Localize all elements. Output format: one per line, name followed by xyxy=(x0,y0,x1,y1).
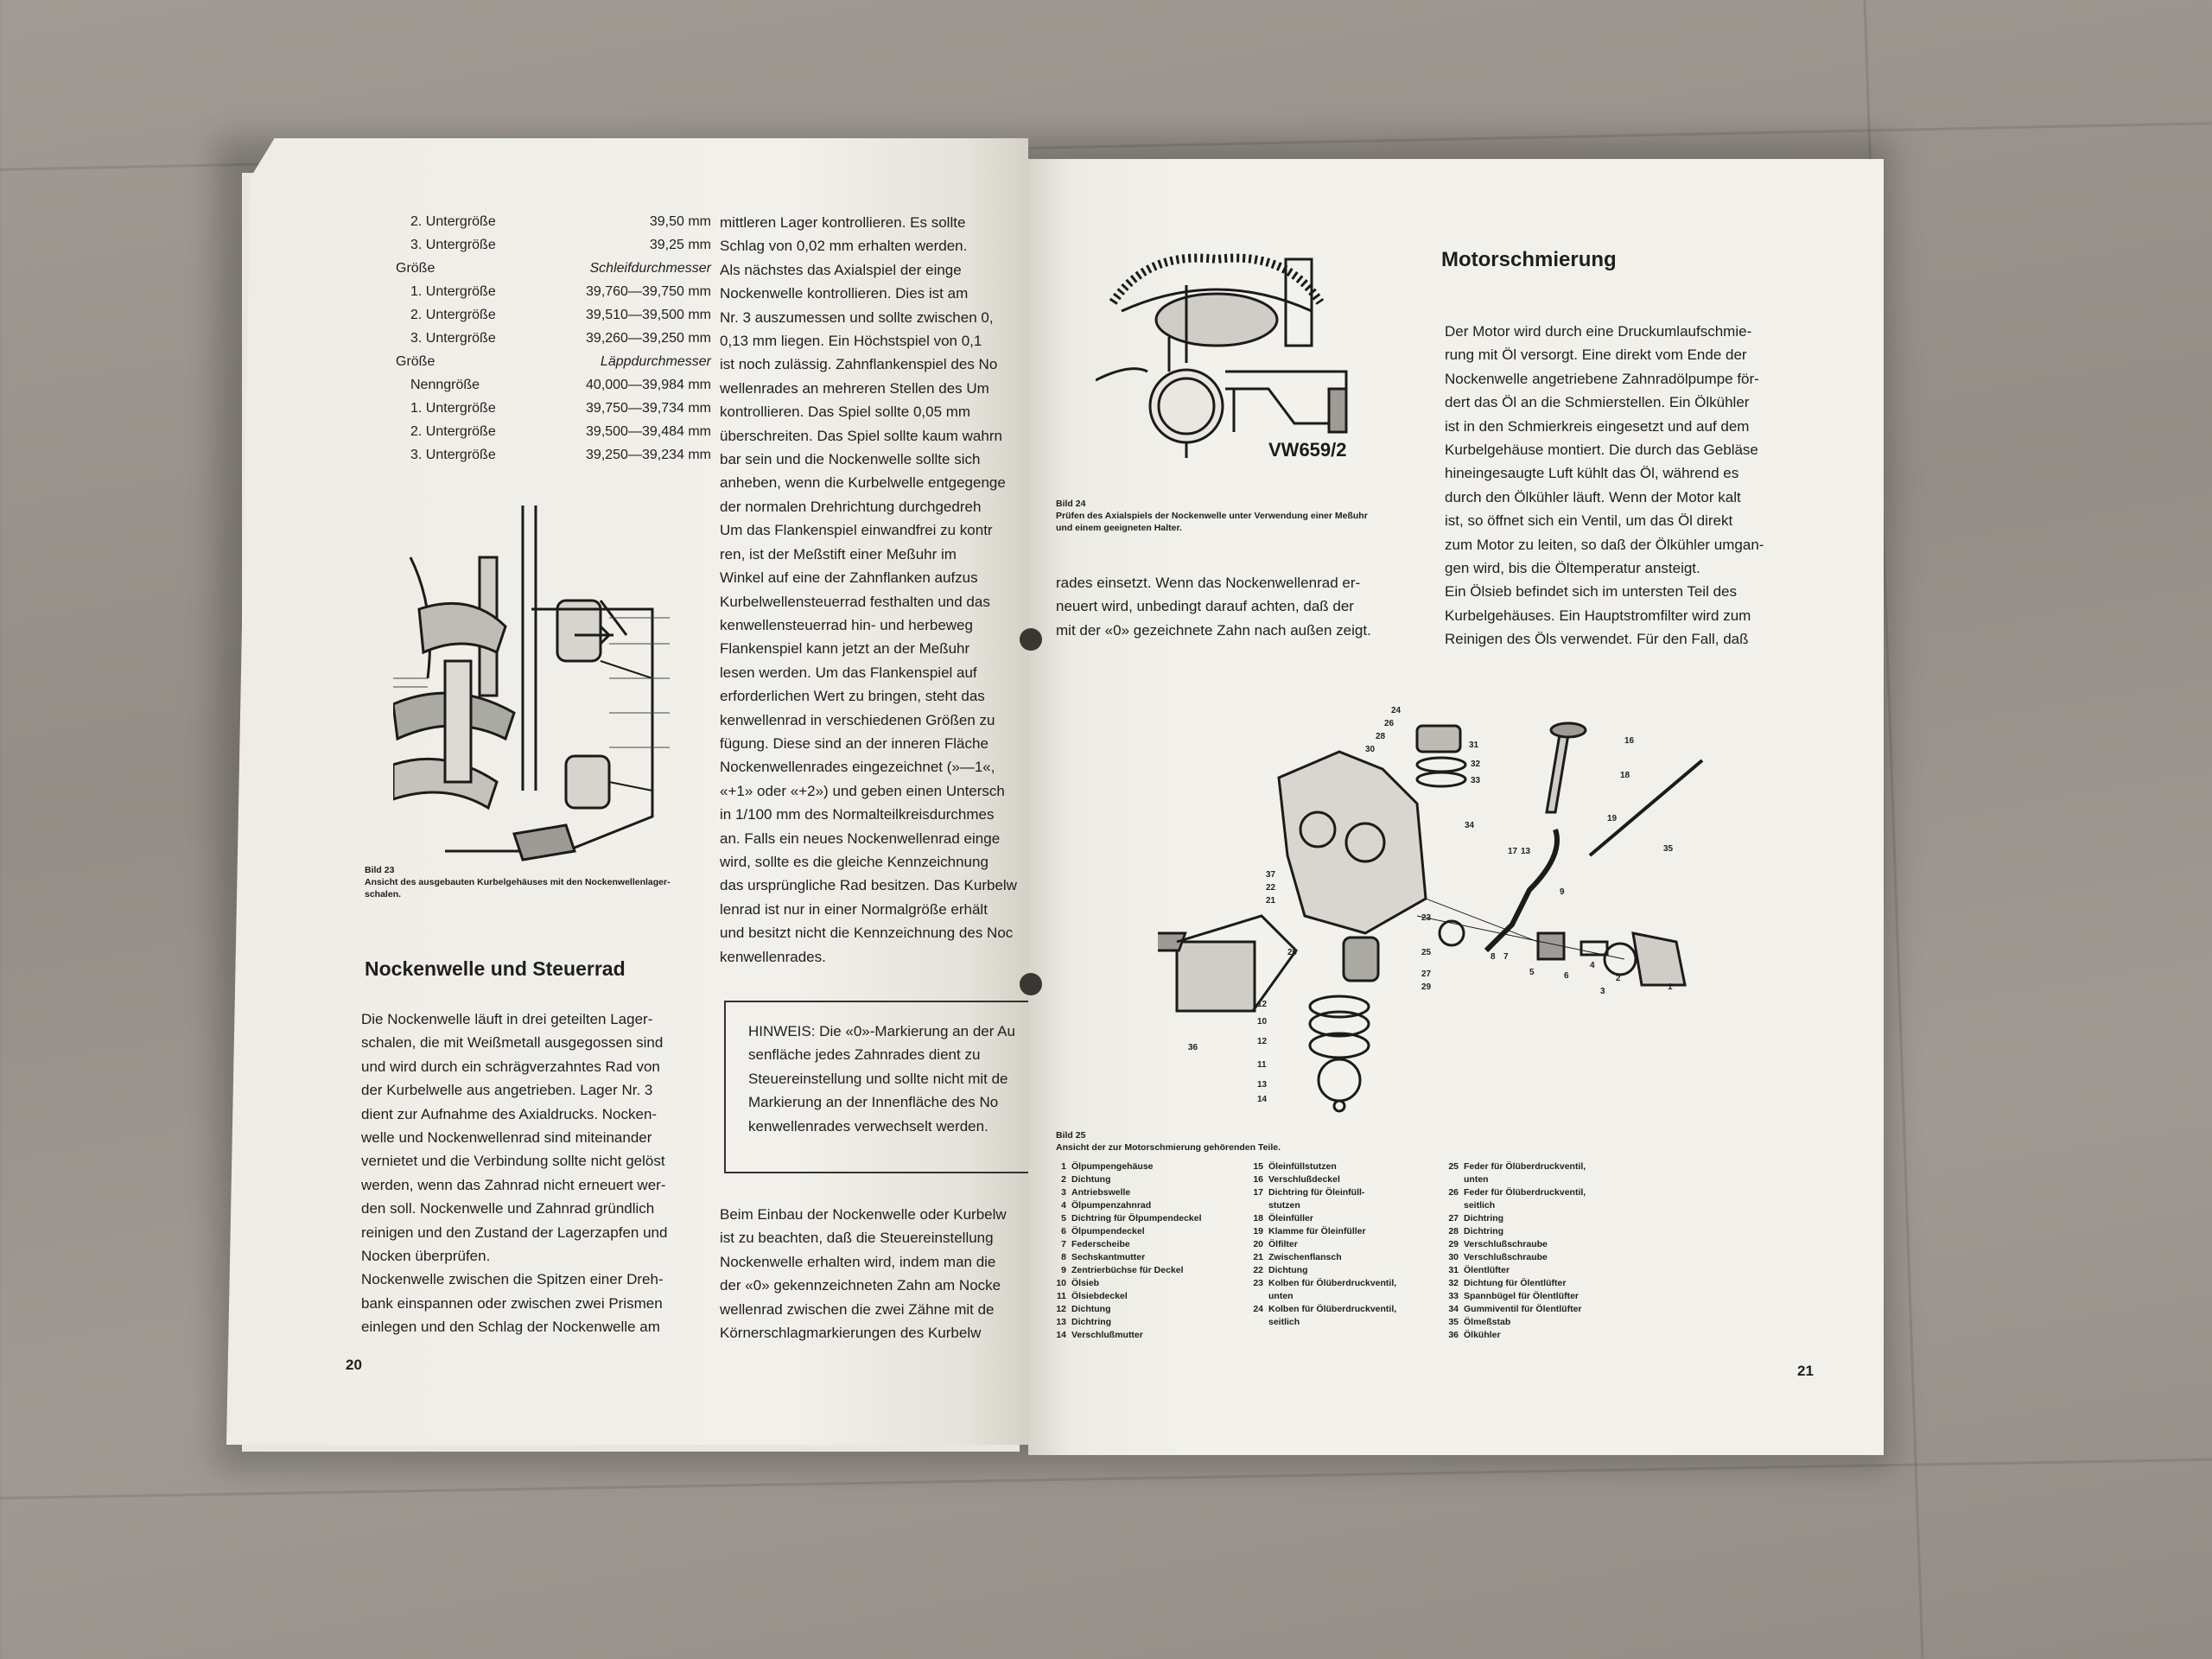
text-line: Winkel auf eine der Zahnflanken aufzus xyxy=(720,569,978,587)
legend-number: 27 xyxy=(1448,1213,1459,1224)
legend-number xyxy=(1244,1199,1263,1212)
legend-text: Dichtring xyxy=(1464,1213,1504,1224)
diagram-part-number: 36 xyxy=(1188,1043,1198,1052)
text-line: Schlag von 0,02 mm erhalten werden. xyxy=(720,238,968,255)
legend-text: Dichtring für Ölpumpendeckel xyxy=(1071,1213,1202,1224)
diagram-part-number: 12 xyxy=(1257,1037,1268,1046)
text-line: Körnerschlagmarkierungen des Kurbelw xyxy=(720,1325,982,1342)
legend-number: 14 xyxy=(1056,1330,1066,1340)
legend-item xyxy=(1440,1173,1647,1186)
legend-number: 28 xyxy=(1448,1226,1459,1236)
legend-item xyxy=(1047,1303,1246,1316)
figure-25-caption xyxy=(1056,1129,1419,1154)
legend-text: Ölentlüfter xyxy=(1464,1265,1510,1275)
page-number-right: 21 xyxy=(1797,1363,1814,1379)
binding-hole-top xyxy=(1020,628,1042,651)
figure-25-caption-title: Bild 25 xyxy=(1056,1130,1086,1141)
legend-text: stutzen xyxy=(1268,1200,1300,1211)
diagram-part-number: 16 xyxy=(1624,736,1635,746)
text-line: hineingesaugte Luft kühlt das Öl, während es xyxy=(1445,465,1739,482)
legend-text: Dichtung xyxy=(1071,1304,1111,1314)
diagram-part-number: 13 xyxy=(1521,847,1531,856)
text-line: Kurbelgehäuse montiert. Die durch das Gebläse xyxy=(1445,442,1758,459)
text-line: anheben, wenn die Kurbelwelle entgegenge xyxy=(720,474,1006,492)
legend-number: 3 xyxy=(1061,1187,1066,1198)
spec-row xyxy=(410,308,711,323)
figure-23-caption-title: Bild 23 xyxy=(365,865,395,875)
legend-text: Ölsieb xyxy=(1071,1278,1100,1288)
text-line: neuert wird, unbedingt darauf achten, daß der xyxy=(1056,598,1354,615)
legend-number: 24 xyxy=(1253,1304,1263,1314)
legend-text: seitlich xyxy=(1268,1317,1300,1327)
text-line: und wird durch ein schrägverzahntes Rad von xyxy=(361,1058,660,1075)
diagram-part-number: 24 xyxy=(1391,706,1402,715)
text-line: kenwellenrades. xyxy=(720,948,826,965)
legend-number: 18 xyxy=(1253,1213,1263,1224)
legend-item xyxy=(1244,1264,1443,1277)
text-line: vernietet und die Verbindung sollte nicht gelöst xyxy=(361,1153,665,1170)
text-line: mittleren Lager kontrollieren. Es sollte xyxy=(720,214,966,231)
legend-column-1 xyxy=(1047,1160,1246,1342)
diagram-part-number: 10 xyxy=(1257,1017,1268,1027)
spec-value: 39,750—39,734 mm xyxy=(586,401,711,416)
diagram-part-number: 5 xyxy=(1529,968,1535,977)
spec-row xyxy=(396,354,711,370)
legend-item xyxy=(1440,1238,1647,1251)
legend-number: 16 xyxy=(1253,1174,1263,1185)
legend-item xyxy=(1244,1212,1443,1225)
legend-text: Dichtring für Öleinfüll- xyxy=(1268,1187,1365,1198)
legend-item xyxy=(1440,1225,1647,1238)
spec-value: 39,250—39,234 mm xyxy=(586,448,711,462)
text-line: wird, sollte es die gleiche Kennzeichnung xyxy=(720,853,988,870)
spec-row xyxy=(410,284,711,300)
spec-label: Größe xyxy=(396,261,435,276)
legend-number xyxy=(1244,1290,1263,1303)
text-line: HINWEIS: Die «0»-Markierung an der Au xyxy=(748,1023,1015,1039)
legend-number xyxy=(1244,1316,1263,1329)
legend-number: 26 xyxy=(1448,1187,1459,1198)
legend-text: Ölpumpenzahnrad xyxy=(1071,1200,1152,1211)
text-line: bar sein und die Nockenwelle sollte sich xyxy=(720,451,981,468)
legend-item xyxy=(1440,1199,1647,1212)
text-line: zum Motor zu leiten, so daß der Ölkühler umgan- xyxy=(1445,536,1764,553)
text-line: den soll. Nockenwelle und Zahnrad gründlich xyxy=(361,1200,655,1217)
diagram-part-number: 13 xyxy=(1257,1080,1268,1090)
legend-number: 32 xyxy=(1448,1278,1459,1288)
figure-24-dial-gauge-drawing xyxy=(1096,251,1372,480)
left-column-2 xyxy=(720,211,1024,969)
legend-number: 7 xyxy=(1061,1239,1066,1249)
legend-text: Kolben für Ölüberdruckventil, xyxy=(1268,1278,1397,1288)
spec-value: 39,510—39,500 mm xyxy=(586,308,711,322)
legend-number: 8 xyxy=(1061,1252,1066,1262)
text-line: «+1» oder «+2») und geben einen Untersch xyxy=(720,782,1005,799)
figure-24-caption xyxy=(1056,498,1419,534)
diagram-part-number: 17 xyxy=(1508,847,1518,856)
text-line: kenwellenrad in verschiedenen Größen zu xyxy=(720,711,995,728)
legend-number: 5 xyxy=(1061,1213,1066,1224)
legend-item xyxy=(1047,1199,1246,1212)
figure-23-crankcase-drawing xyxy=(393,505,678,864)
text-line: fügung. Diese sind an der inneren Fläche xyxy=(720,734,988,752)
text-line: kenwellensteuerrad hin- und herbeweg xyxy=(720,616,973,633)
legend-number: 22 xyxy=(1253,1265,1263,1275)
legend-text: Zwischenflansch xyxy=(1268,1252,1342,1262)
legend-item xyxy=(1244,1277,1443,1290)
spec-row xyxy=(410,331,711,346)
figure-24-caption-title: Bild 24 xyxy=(1056,499,1086,509)
diagram-part-number: 11 xyxy=(1257,1060,1267,1070)
spec-label: 1. Untergröße xyxy=(410,401,496,416)
figure-23-caption-text: Ansicht des ausgebauten Kurbelgehäuses mit den Nockenwellenlager- xyxy=(365,877,671,887)
legend-number: 9 xyxy=(1061,1265,1066,1275)
legend-number xyxy=(1440,1173,1459,1186)
text-line: Steuereinstellung und sollte nicht mit de xyxy=(748,1070,1008,1087)
legend-text: Ölfilter xyxy=(1268,1239,1298,1249)
diagram-part-number: 37 xyxy=(1266,870,1276,880)
text-line: Als nächstes das Axialspiel der einge xyxy=(720,261,962,278)
text-line: dert das Öl an die Schmierstellen. Ein Ölkühler xyxy=(1445,394,1750,411)
figure-24-caption-text: Prüfen des Axialspiels der Nockenwelle unter Verwendung einer Meßuhr xyxy=(1056,511,1368,521)
text-line: schalen, die mit Weißmetall ausgegossen sind xyxy=(361,1034,664,1052)
legend-item xyxy=(1440,1316,1647,1329)
legend-text: Ölkühler xyxy=(1464,1330,1501,1340)
legend-text: Verschlußschraube xyxy=(1464,1239,1548,1249)
text-line: dient zur Aufnahme des Axialdrucks. Nocken- xyxy=(361,1105,658,1122)
legend-number: 12 xyxy=(1056,1304,1066,1314)
diagram-part-number: 12 xyxy=(1257,1000,1268,1009)
spec-label: 3. Untergröße xyxy=(410,448,496,462)
text-line: Kurbelgehäuses. Ein Hauptstromfilter wird zum xyxy=(1445,607,1751,624)
legend-item xyxy=(1440,1290,1647,1303)
diagram-part-number: 8 xyxy=(1491,952,1496,962)
legend-number: 33 xyxy=(1448,1291,1459,1301)
diagram-part-number: 25 xyxy=(1421,948,1432,957)
text-line: lenrad ist nur in einer Normalgröße erhält xyxy=(720,900,988,918)
diagram-part-number: 1 xyxy=(1668,982,1673,992)
spec-value: Schleifdurchmesser xyxy=(589,261,711,276)
text-line: Nockenwelle angetriebene Zahnradölpumpe för- xyxy=(1445,370,1759,387)
figure-23-caption-text-2: schalen. xyxy=(365,889,402,899)
legend-item xyxy=(1047,1186,1246,1199)
legend-number: 29 xyxy=(1448,1239,1459,1249)
legend-text: Zentrierbüchse für Deckel xyxy=(1071,1265,1184,1275)
legend-item xyxy=(1440,1264,1647,1277)
legend-item xyxy=(1244,1238,1443,1251)
diagram-part-number: 33 xyxy=(1471,776,1481,785)
diagram-part-number: 18 xyxy=(1620,771,1630,780)
text-line: ist noch zulässig. Zahnflankenspiel des No xyxy=(720,356,998,373)
diagram-part-number: 22 xyxy=(1266,883,1276,893)
legend-number: 23 xyxy=(1253,1278,1263,1288)
legend-number: 11 xyxy=(1056,1291,1066,1301)
legend-item xyxy=(1047,1329,1246,1342)
spec-value: 40,000—39,984 mm xyxy=(586,378,711,392)
diagram-part-number: 3 xyxy=(1600,987,1605,996)
right-cont-column xyxy=(1056,571,1402,642)
legend-item xyxy=(1440,1160,1647,1173)
text-line: in 1/100 mm des Normalteilkreisdurchmes xyxy=(720,806,995,823)
legend-text: Ölmeßstab xyxy=(1464,1317,1511,1327)
legend-item xyxy=(1244,1251,1443,1264)
text-line: senfläche jedes Zahnrades dient zu xyxy=(748,1046,981,1064)
legend-item xyxy=(1047,1238,1246,1251)
diagram-part-number: 14 xyxy=(1257,1095,1268,1104)
diagram-part-number: 32 xyxy=(1471,760,1481,769)
legend-number: 30 xyxy=(1448,1252,1459,1262)
section-heading-motorschmierung: Motorschmierung xyxy=(1441,248,1617,271)
legend-number: 25 xyxy=(1448,1161,1459,1172)
text-line: reinigen und den Zustand der Lagerzapfen und xyxy=(361,1224,668,1241)
figure-24-caption-text-2: und einem geeigneten Halter. xyxy=(1056,523,1182,533)
spec-row xyxy=(410,424,711,440)
diagram-part-number: 34 xyxy=(1465,821,1475,830)
section-heading-nockenwelle: Nockenwelle und Steuerrad xyxy=(365,957,626,980)
text-line: durch den Ölkühler läuft. Wenn der Motor kalt xyxy=(1445,488,1741,505)
spec-label: Größe xyxy=(396,354,435,369)
text-line: mit der «0» gezeichnete Zahn nach außen zeigt. xyxy=(1056,621,1371,639)
legend-text: Öleinfüller xyxy=(1268,1213,1313,1224)
text-line: der normalen Drehrichtung durchgedreh xyxy=(720,498,982,515)
diagram-part-number: 21 xyxy=(1266,896,1276,906)
legend-item xyxy=(1047,1212,1246,1225)
spec-row xyxy=(410,378,711,393)
text-line: Nr. 3 auszumessen und sollte zwischen 0, xyxy=(720,308,994,326)
text-line: das ursprüngliche Rad besitzen. Das Kurbelw xyxy=(720,877,1017,894)
spec-row xyxy=(410,401,711,416)
text-line: Um das Flankenspiel einwandfrei zu kontr xyxy=(720,522,993,539)
diagram-part-number: 28 xyxy=(1376,732,1386,741)
legend-text: Dichtung für Ölentlüfter xyxy=(1464,1278,1567,1288)
text-line: ist, so öffnet sich ein Ventil, um das Öl direkt xyxy=(1445,512,1733,530)
spec-label: 2. Untergröße xyxy=(410,424,496,439)
legend-text: Ölpumpengehäuse xyxy=(1071,1161,1154,1172)
legend-item xyxy=(1047,1264,1246,1277)
spec-value: 39,760—39,750 mm xyxy=(586,284,711,299)
text-line: Nockenwelle zwischen die Spitzen einer Dreh- xyxy=(361,1271,664,1288)
legend-item xyxy=(1244,1199,1443,1212)
diagram-part-number: 31 xyxy=(1469,741,1479,750)
spec-row xyxy=(410,238,711,253)
legend-text: Dichtung xyxy=(1268,1265,1308,1275)
diagram-part-number: 6 xyxy=(1564,971,1569,981)
diagram-part-number: 27 xyxy=(1421,969,1432,979)
figure-24-label: VW659/2 xyxy=(1268,439,1347,461)
legend-text: seitlich xyxy=(1464,1200,1496,1211)
diagram-part-number: 20 xyxy=(1287,948,1298,957)
legend-number: 6 xyxy=(1061,1226,1066,1236)
spec-row xyxy=(396,261,711,276)
spec-value: 39,500—39,484 mm xyxy=(586,424,711,439)
spec-row xyxy=(410,448,711,463)
legend-text: unten xyxy=(1464,1174,1489,1185)
spec-label: 2. Untergröße xyxy=(410,214,496,229)
legend-number: 36 xyxy=(1448,1330,1459,1340)
text-line: kenwellenrades verwechselt werden. xyxy=(748,1117,988,1135)
legend-text: Feder für Ölüberdruckventil, xyxy=(1464,1161,1586,1172)
text-line: lesen werden. Um das Flankenspiel auf xyxy=(720,664,977,681)
legend-number: 34 xyxy=(1448,1304,1459,1314)
legend-number: 35 xyxy=(1448,1317,1459,1327)
right-body-column xyxy=(1445,320,1801,652)
legend-item xyxy=(1244,1303,1443,1316)
legend-item xyxy=(1047,1290,1246,1303)
spec-value: 39,50 mm xyxy=(649,214,711,229)
spec-label: Nenngröße xyxy=(410,378,480,392)
text-line: der «0» gekennzeichneten Zahn am Nocke xyxy=(720,1277,1001,1294)
legend-item xyxy=(1440,1303,1647,1316)
legend-text: Federscheibe xyxy=(1071,1239,1130,1249)
legend-number: 4 xyxy=(1061,1200,1066,1211)
text-line: rades einsetzt. Wenn das Nockenwellenrad er- xyxy=(1056,575,1361,591)
text-line: rung mit Öl versorgt. Eine direkt vom Ende der xyxy=(1445,346,1747,364)
text-line: ren, ist der Meßstift einer Meßuhr im xyxy=(720,545,957,563)
legend-number: 21 xyxy=(1253,1252,1263,1262)
legend-number: 17 xyxy=(1253,1187,1263,1198)
spec-row xyxy=(410,214,711,230)
legend-number: 20 xyxy=(1253,1239,1263,1249)
legend-item xyxy=(1440,1277,1647,1290)
legend-number: 1 xyxy=(1061,1161,1066,1172)
spec-label: 3. Untergröße xyxy=(410,331,496,346)
legend-item xyxy=(1440,1212,1647,1225)
legend-item xyxy=(1244,1316,1443,1329)
legend-item xyxy=(1244,1173,1443,1186)
legend-text: unten xyxy=(1268,1291,1294,1301)
legend-text: Sechskantmutter xyxy=(1071,1252,1146,1262)
text-line: wellenrades an mehreren Stellen des Um xyxy=(720,379,989,397)
legend-item xyxy=(1047,1316,1246,1329)
diagram-part-number: 26 xyxy=(1384,719,1395,728)
legend-text: Klamme für Öleinfüller xyxy=(1268,1226,1366,1236)
text-line: Nocken überprüfen. xyxy=(361,1248,491,1265)
hinweis-note-text xyxy=(748,1020,1027,1138)
legend-text: Dichtring xyxy=(1464,1226,1504,1236)
legend-text: Ölsiebdeckel xyxy=(1071,1291,1128,1301)
text-line: und besitzt nicht die Kennzeichnung des Noc xyxy=(720,925,1014,942)
text-line: Reinigen des Öls verwendet. Für den Fall, daß xyxy=(1445,631,1749,648)
figure-25-exploded-diagram xyxy=(1158,700,1711,1132)
legend-item xyxy=(1244,1225,1443,1238)
text-line: Nockenwelle erhalten wird, indem man die xyxy=(720,1253,996,1270)
legend-text: Kolben für Ölüberdruckventil, xyxy=(1268,1304,1397,1314)
diagram-part-number: 7 xyxy=(1503,952,1509,962)
legend-item xyxy=(1047,1225,1246,1238)
text-line: bank einspannen oder zwischen zwei Prismen xyxy=(361,1294,663,1312)
legend-text: Antriebswelle xyxy=(1071,1187,1131,1198)
legend-column-3 xyxy=(1440,1160,1647,1342)
spec-label: 3. Untergröße xyxy=(410,238,496,252)
diagram-part-number: 29 xyxy=(1421,982,1432,992)
legend-number: 10 xyxy=(1056,1278,1066,1288)
text-line: werden, wenn das Zahnrad nicht erneuert wer- xyxy=(361,1176,666,1193)
text-line: der Kurbelwelle aus angetrieben. Lager Nr. 3 xyxy=(361,1082,653,1099)
legend-item xyxy=(1047,1160,1246,1173)
legend-text: Verschlußmutter xyxy=(1071,1330,1143,1340)
legend-text: Spannbügel für Ölentlüfter xyxy=(1464,1291,1579,1301)
text-line: Nockenwellenrades eingezeichnet (»—1«, xyxy=(720,759,995,776)
figure-25-caption-text: Ansicht der zur Motorschmierung gehörenden Teile. xyxy=(1056,1142,1281,1153)
legend-item xyxy=(1440,1329,1647,1342)
diagram-part-number: 2 xyxy=(1616,974,1621,983)
figure-23-caption xyxy=(365,864,728,900)
text-line: Ein Ölsieb befindet sich im untersten Teil des xyxy=(1445,583,1737,601)
page-number-left: 20 xyxy=(346,1357,362,1373)
legend-item xyxy=(1440,1186,1647,1199)
text-line: gen wird, bis die Öltemperatur ansteigt. xyxy=(1445,560,1700,577)
spec-value: 39,25 mm xyxy=(649,238,711,252)
text-line: überschreiten. Das Spiel sollte kaum wahrn xyxy=(720,427,1002,444)
spec-label: 2. Untergröße xyxy=(410,308,496,322)
diagram-part-number: 30 xyxy=(1365,745,1376,754)
diagram-part-number: 4 xyxy=(1590,961,1595,970)
text-line: 0,13 mm liegen. Ein Höchstspiel von 0,1 xyxy=(720,333,982,350)
legend-item xyxy=(1440,1251,1647,1264)
left-body-column xyxy=(361,1007,684,1339)
spec-value: 39,260—39,250 mm xyxy=(586,331,711,346)
legend-text: Verschlußschraube xyxy=(1464,1252,1548,1262)
legend-text: Öleinfüllstutzen xyxy=(1268,1161,1337,1172)
legend-text: Ölpumpendeckel xyxy=(1071,1226,1145,1236)
legend-item xyxy=(1244,1160,1443,1173)
text-line: wellenrad zwischen die zwei Zähne mit de xyxy=(720,1300,995,1318)
legend-item xyxy=(1244,1186,1443,1199)
legend-text: Dichtung xyxy=(1071,1174,1111,1185)
text-line: Beim Einbau der Nockenwelle oder Kurbelw xyxy=(720,1206,1007,1223)
diagram-part-number: 9 xyxy=(1560,887,1565,897)
text-line: einlegen und den Schlag der Nockenwelle am xyxy=(361,1319,660,1336)
text-line: kontrollieren. Das Spiel sollte 0,05 mm xyxy=(720,404,971,421)
legend-number xyxy=(1440,1199,1459,1212)
text-line: erforderlichen Wert zu bringen, steht das xyxy=(720,688,985,705)
legend-text: Verschlußdeckel xyxy=(1268,1174,1340,1185)
spec-label: 1. Untergröße xyxy=(410,284,496,299)
legend-text: Feder für Ölüberdruckventil, xyxy=(1464,1187,1586,1198)
text-line: Flankenspiel kann jetzt an der Meßuhr xyxy=(720,640,970,658)
text-line: Die Nockenwelle läuft in drei geteilten Lager- xyxy=(361,1011,653,1027)
text-line: Nockenwelle kontrollieren. Dies ist am xyxy=(720,285,969,302)
legend-column-2 xyxy=(1244,1160,1443,1329)
diagram-part-number: 19 xyxy=(1607,814,1618,823)
legend-number: 31 xyxy=(1448,1265,1459,1275)
legend-item xyxy=(1244,1290,1443,1303)
text-line: Der Motor wird durch eine Druckumlaufschmie- xyxy=(1445,323,1752,340)
legend-number: 19 xyxy=(1253,1226,1263,1236)
legend-text: Gummiventil für Ölentlüfter xyxy=(1464,1304,1582,1314)
spec-value: Läppdurchmesser xyxy=(600,354,711,369)
text-line: Kurbelwellensteuerrad festhalten und das xyxy=(720,593,990,610)
text-line: ist zu beachten, daß die Steuereinstellung xyxy=(720,1230,994,1247)
binding-hole-bottom xyxy=(1020,973,1042,995)
text-line: an. Falls ein neues Nockenwellenrad einge xyxy=(720,830,1001,847)
legend-item xyxy=(1047,1173,1246,1186)
diagram-part-number: 23 xyxy=(1421,913,1432,923)
text-line: Markierung an der Innenfläche des No xyxy=(748,1094,999,1111)
legend-item xyxy=(1047,1277,1246,1290)
legend-number: 15 xyxy=(1253,1161,1263,1172)
legend-item xyxy=(1047,1251,1246,1264)
text-line: ist in den Schmierkreis eingesetzt und auf dem xyxy=(1445,417,1750,435)
left-column-2-bottom xyxy=(720,1203,1024,1344)
diagram-part-number: 35 xyxy=(1663,844,1674,854)
legend-number: 13 xyxy=(1056,1317,1066,1327)
text-line: welle und Nockenwellenrad sind miteinander xyxy=(361,1129,652,1147)
legend-text: Dichtring xyxy=(1071,1317,1112,1327)
legend-number: 2 xyxy=(1061,1174,1066,1185)
